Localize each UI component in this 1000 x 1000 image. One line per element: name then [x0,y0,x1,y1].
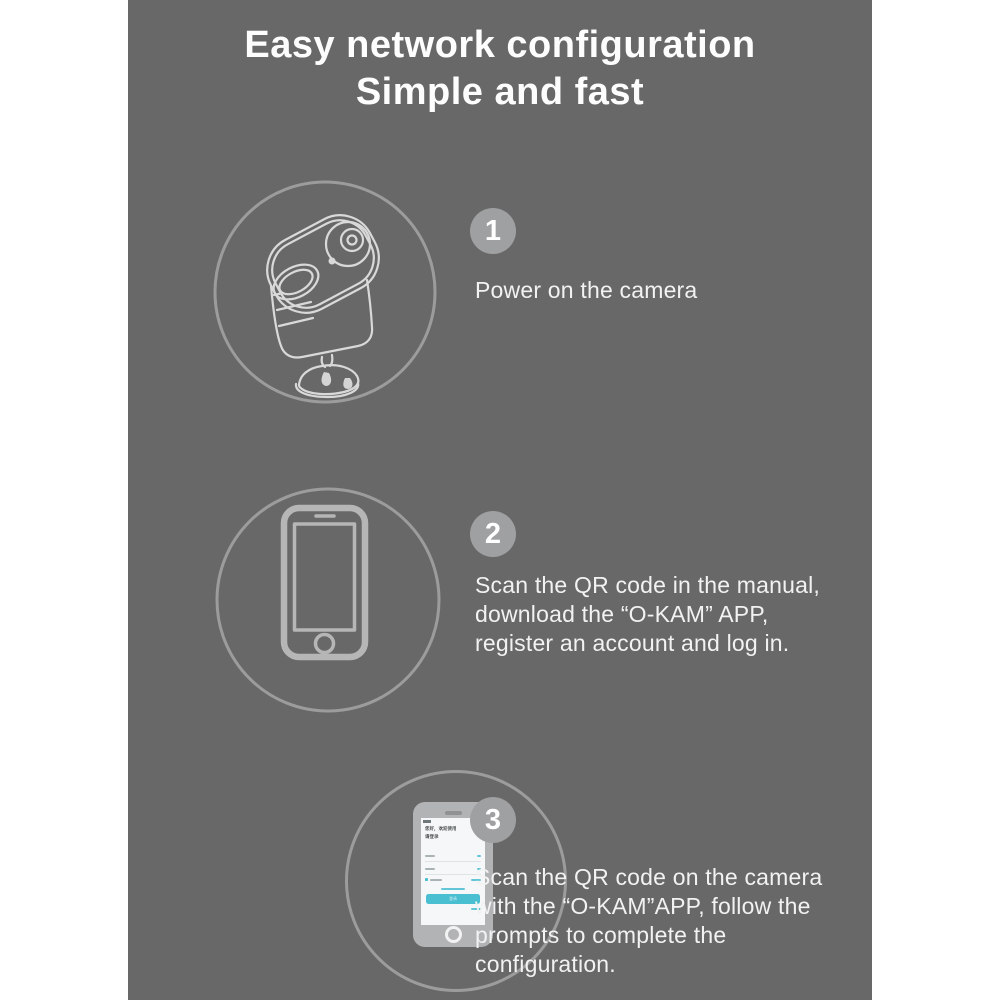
password-field-underline [425,874,481,875]
camera-body [271,280,372,358]
stand-hole-2 [343,378,352,389]
smartphone-icon [213,485,443,715]
remember-checkbox [425,878,428,881]
step-1-number: 1 [484,214,502,247]
camera-speaker-outer [268,257,324,306]
gray-panel [128,0,872,1000]
step-1-line-1: Power on the camera [475,277,698,303]
step-1-badge [470,208,516,254]
step-3-text [475,863,822,979]
title-line-1: Easy network configuration [244,24,756,66]
remember-label-bar [430,879,442,881]
step-3-line-2: with the “O-KAM”APP, follow the [475,893,811,919]
step-3-line-1: Scan the QR code on the camera [475,864,823,890]
step-3-line-3: prompts to complete the [475,922,727,948]
step-3-badge [470,797,516,843]
phone-screen-outline [295,524,355,630]
camera-led [330,259,335,264]
step-2-illustration [213,485,443,715]
login-button: 登录 [426,894,480,904]
security-camera-icon [211,178,439,406]
greeting-text: 您好，欢迎使用 [425,826,457,831]
step-1-text [475,276,697,305]
step-2-line-3: register an account and log in. [475,630,790,656]
login-prompt-text: 请登录 [425,834,439,839]
step-2-number: 2 [484,517,502,550]
illustration-circle-outline [215,182,435,402]
page-title [128,22,872,116]
step-2-line-1: Scan the QR code in the manual, [475,572,821,598]
status-bar-carrier [423,820,431,823]
account-field-placeholder [425,855,435,857]
account-dropdown-icon [477,855,481,857]
camera-battery-seam-2 [279,318,313,326]
camera-lens-mid [341,229,363,251]
step-2-badge [470,511,516,557]
account-field-underline [425,861,481,862]
step-1-illustration [211,178,439,406]
step-2-text [475,571,820,658]
step-2-line-2: download the “O-KAM” APP, [475,601,769,627]
phone-home-button [445,926,462,943]
phone-earpiece [445,811,462,815]
phone-home-button [316,635,334,653]
password-field-placeholder [425,868,435,870]
camera-lens-inner [348,236,357,245]
stand-hole-1 [322,372,332,386]
step-3-line-4: configuration. [475,951,616,977]
title-line-2: Simple and fast [355,71,645,113]
register-link-bar [441,888,465,890]
step-3-number: 3 [484,803,502,836]
